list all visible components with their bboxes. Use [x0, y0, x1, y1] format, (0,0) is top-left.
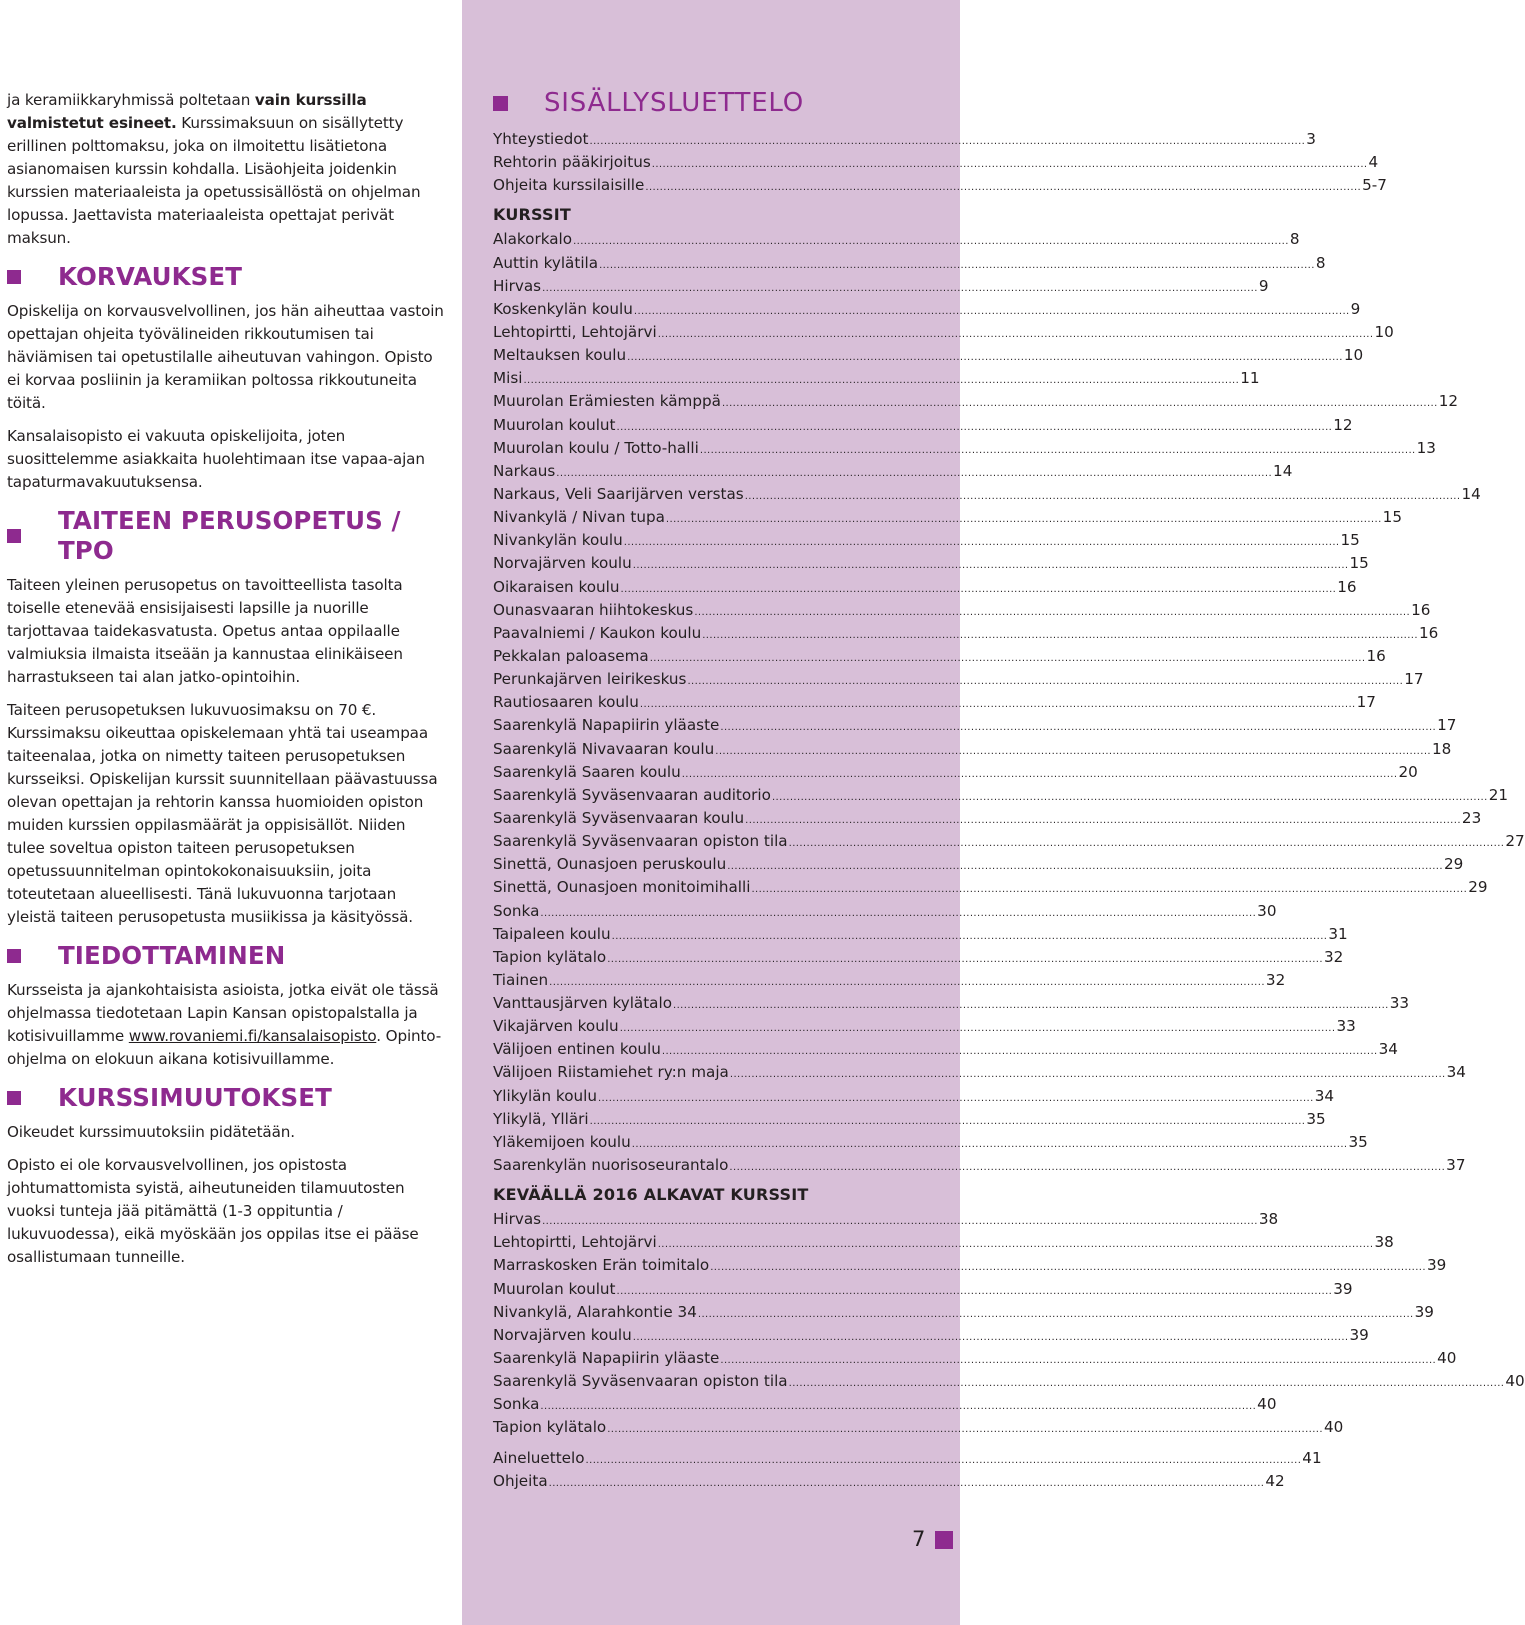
toc-entry[interactable]	[493, 437, 1436, 460]
toc-subheading-spring: KEVÄÄLLÄ 2016 ALKAVAT KURSSIT	[493, 1185, 809, 1205]
toc-kurssit-list	[493, 228, 1525, 1177]
toc-entry-page: 17	[1437, 716, 1457, 735]
toc-entry[interactable]	[493, 174, 1387, 197]
toc-entry-label: Tiainen	[493, 970, 549, 989]
toc-leader-dots: ........................................................................................................................................................................................................	[657, 1239, 1374, 1251]
toc-leader-dots: ........................................................................................................................................................................................................	[657, 328, 1374, 340]
toc-entry[interactable]	[493, 784, 1509, 807]
intro-bold: vain kurssilla valmistetut esineet.	[7, 91, 367, 132]
tpo-paragraph-1: Taiteen yleinen perusopetus on tavoitteellista tasolta toiselle etenevää ensisijaisesti lapsille ja nuorille tarjottavaa taidekasvatusta. Opetus antaa oppilaalle valmiuksia ilmaista itseään ja kannustaa elinikäiseen harrastukseen tai alan jatko-opintoihin.	[7, 576, 403, 686]
toc-entry-label: Auttin kylätila	[493, 253, 599, 272]
toc-leader-dots: ........................................................................................................................................................................................................	[542, 282, 1258, 294]
toc-entry-label: Ylikylän koulu	[493, 1086, 597, 1105]
toc-entry-page: 14	[1461, 484, 1481, 503]
toc-entry[interactable]	[493, 576, 1357, 599]
korvaukset-paragraph-2: Kansalaisopisto ei vakuuta opiskelijoita, joten suosittelemme asiakkaita huolehtimaan itse vapaa-ajan tapaturmavakuutuksensa.	[7, 427, 425, 491]
toc-entry-label: Misi	[493, 369, 523, 388]
toc-entry-label: Muurolan koulu / Totto-halli	[493, 438, 699, 457]
toc-entry[interactable]	[493, 691, 1376, 714]
toc-entry[interactable]	[493, 992, 1410, 1015]
toc-entry-page: 9	[1258, 276, 1269, 295]
toc-entry-label: Meltauksen koulu	[493, 346, 627, 365]
toc-entry[interactable]	[493, 344, 1364, 367]
toc-leader-dots: ........................................................................................................................................................................................................	[540, 1401, 1257, 1413]
page-number-square-icon	[935, 1531, 953, 1549]
toc-entry-label: Narkaus, Veli Saarijärven verstas	[493, 484, 744, 503]
toc-entry[interactable]	[493, 483, 1481, 506]
toc-entry-label: Sonka	[493, 901, 540, 920]
toc-entry-page: 31	[1328, 924, 1348, 943]
toc-entry-page: 32	[1323, 947, 1344, 966]
toc-entry-page: 40	[1437, 1349, 1457, 1368]
square-bullet-icon	[7, 270, 21, 284]
toc-entry-label: Hirvas	[493, 276, 542, 295]
toc-entry-label: Nivankylän koulu	[493, 531, 623, 550]
toc-leader-dots: ........................................................................................................................................................................................................	[599, 259, 1315, 271]
toc-entry-page: 35	[1306, 1109, 1326, 1128]
toc-entry-label: Rehtorin pääkirjoitus	[493, 153, 651, 172]
toc-leader-dots: ........................................................................................................................................................................................................	[632, 560, 1349, 572]
toc-leader-dots: ........................................................................................................................................................................................................	[619, 1023, 1336, 1035]
left-column	[0, 0, 462, 1625]
toc-entry[interactable]	[493, 506, 1402, 529]
toc-entry-label: Vikajärven koulu	[493, 1017, 619, 1036]
toc-leader-dots: ........................................................................................................................................................................................................	[623, 537, 1340, 549]
toc-entry-label: Nivankylä, Alarahkontie 34	[493, 1302, 697, 1321]
toc-leader-dots: ........................................................................................................................................................................................................	[589, 1115, 1306, 1127]
toc-entry-label: Nivankylä / Nivan tupa	[493, 508, 665, 527]
toc-leader-dots: ........................................................................................................................................................................................................	[702, 629, 1418, 641]
toc-entry[interactable]	[493, 1301, 1434, 1324]
heading-text: KORVAUKSET	[58, 262, 243, 291]
toc-entry[interactable]	[493, 252, 1326, 275]
toc-entry[interactable]	[493, 1085, 1335, 1108]
toc-leader-dots: ........................................................................................................................................................................................................	[645, 182, 1362, 194]
tpo-paragraph-2: Taiteen perusopetuksen lukuvuosimaksu on 70 €. Kurssimaksu oikeuttaa opiskelemaan yhtä tai useampaa taiteenalaa, jotka on nimetty taiteen perusopetuksen kursseiksi. Opiskelijan kurssit suunnitellaan päävastuussa olevan opettajan ja rehtorin kanssa huomioiden opiston muiden kurssien oppilasmäärät ja oppisisällöt. Niiden tulee soveltua opiston taiteen perusopetuksen opetussuunnitelman opintokokonaisuuksiin, joita toteutetaan alueellisesti. Tänä lukuvuonna tarjotaan yleistä taiteen perusopetusta musiikissa ja käsityössä.	[7, 701, 438, 926]
toc-entry-page: 29	[1468, 878, 1488, 897]
toc-entry-page: 34	[1378, 1040, 1398, 1059]
toc-entry-page: 15	[1340, 531, 1360, 550]
toc-entry-label: Norvajärven koulu	[493, 1325, 632, 1344]
toc-entry-label: Koskenkylän koulu	[493, 299, 633, 318]
toc-entry[interactable]	[493, 876, 1488, 899]
toc-entry[interactable]	[493, 321, 1394, 344]
toc-entry[interactable]	[493, 900, 1277, 923]
tiedottaminen-text-2: . Opinto-ohjelma on elokuun aikana kotisivuillamme.	[7, 1027, 442, 1068]
toc-entry-page: 32	[1265, 970, 1286, 989]
toc-entry[interactable]	[493, 552, 1369, 575]
toc-entry-page: 8	[1289, 230, 1300, 249]
toc-entry-page: 39	[1414, 1302, 1434, 1321]
toc-entry[interactable]	[493, 1347, 1457, 1370]
toc-leader-dots: ........................................................................................................................................................................................................	[720, 722, 1437, 734]
toc-extra-list	[493, 1447, 1322, 1493]
toc-entry-label: Narkaus	[493, 461, 556, 480]
table-of-contents	[493, 88, 1525, 1493]
toc-entry[interactable]	[493, 367, 1260, 390]
toc-leader-dots: ........................................................................................................................................................................................................	[616, 1285, 1333, 1297]
toc-entry-page: 13	[1416, 438, 1436, 457]
toc-entry[interactable]	[493, 738, 1452, 761]
toc-leader-dots: ........................................................................................................................................................................................................	[549, 976, 1265, 988]
square-bullet-icon	[7, 529, 21, 543]
toc-leader-dots: ........................................................................................................................................................................................................	[616, 421, 1333, 433]
toc-entry-page: 10	[1343, 346, 1364, 365]
toc-entry-label: Lehtopirtti, Lehtojärvi	[493, 1233, 657, 1252]
website-link[interactable]: www.rovaniemi.fi/kansalaisopisto	[128, 1027, 377, 1045]
toc-entry-page: 8	[1315, 253, 1326, 272]
toc-entry[interactable]	[493, 460, 1293, 483]
toc-entry-label: Muurolan Erämiesten kämppä	[493, 392, 721, 411]
toc-leader-dots: ........................................................................................................................................................................................................	[620, 583, 1337, 595]
toc-title: SISÄLLYSLUETTELO	[544, 88, 805, 118]
toc-entry-label: Aineluettelo	[493, 1448, 585, 1467]
toc-entry[interactable]	[493, 228, 1300, 251]
tiedottaminen-text-1: Kursseista ja ajankohtaisista asioista, jotka eivät ole tässä ohjelmassa tiedotetaan Lapin Kansan opistopalstalla ja kotisivuillamme	[7, 981, 439, 1045]
toc-leader-dots: ........................................................................................................................................................................................................	[631, 1138, 1348, 1150]
toc-entry[interactable]	[493, 1015, 1356, 1038]
toc-entry-label: Alakorkalo	[493, 230, 573, 249]
toc-entry-page: 16	[1411, 600, 1431, 619]
toc-entry-page: 21	[1488, 785, 1509, 804]
toc-entry[interactable]	[493, 1108, 1326, 1131]
toc-entry[interactable]	[493, 969, 1286, 992]
korvaukset-paragraph-1: Opiskelija on korvausvelvollinen, jos hän aiheuttaa vastoin opettajan ohjeita työvälineiden rikkoutumisen tai häviämisen tai opetustilalle aiheutuvan vahingon. Opisto ei korvaa posliinin ja keramiikan poltossa rikkoutuneita töitä.	[7, 302, 444, 412]
toc-entry-label: Ohjeita	[493, 1471, 548, 1490]
toc-leader-dots: ........................................................................................................................................................................................................	[585, 1454, 1302, 1466]
toc-entry-label: Tapion kylätalo	[493, 947, 607, 966]
toc-entry-page: 16	[1418, 623, 1439, 642]
toc-leader-dots: ........................................................................................................................................................................................................	[639, 699, 1356, 711]
toc-entry[interactable]	[493, 529, 1360, 552]
toc-entry-label: Oikaraisen koulu	[493, 577, 620, 596]
section-heading-kurssimuutokset	[7, 1083, 447, 1113]
toc-entry[interactable]	[493, 714, 1457, 737]
toc-entry-page: 12	[1333, 415, 1353, 434]
toc-general-list	[493, 128, 1387, 197]
toc-entry[interactable]	[493, 599, 1431, 622]
toc-entry-page: 15	[1382, 508, 1402, 527]
toc-leader-dots: ........................................................................................................................................................................................................	[523, 375, 1240, 387]
toc-entry-page: 35	[1348, 1132, 1368, 1151]
toc-entry-page: 38	[1374, 1233, 1394, 1252]
toc-entry[interactable]	[493, 1131, 1368, 1154]
toc-entry-label: Ounasvaaran hiihtokeskus	[493, 600, 694, 619]
toc-entry-label: Vanttausjärven kylätalo	[493, 994, 672, 1013]
toc-entry[interactable]	[493, 1061, 1466, 1084]
toc-entry-page: 33	[1389, 994, 1410, 1013]
toc-entry[interactable]	[493, 1370, 1525, 1393]
toc-leader-dots: ........................................................................................................................................................................................................	[573, 236, 1289, 248]
toc-entry[interactable]	[493, 622, 1439, 645]
toc-entry-page: 33	[1336, 1017, 1356, 1036]
toc-entry[interactable]	[493, 298, 1361, 321]
square-bullet-icon	[7, 949, 21, 963]
toc-entry-label: Sinettä, Ounasjoen peruskoulu	[493, 855, 727, 874]
toc-entry[interactable]	[493, 1254, 1447, 1277]
toc-leader-dots: ........................................................................................................................................................................................................	[661, 1046, 1378, 1058]
toc-entry-label: Muurolan koulut	[493, 415, 616, 434]
toc-leader-dots: ........................................................................................................................................................................................................	[788, 838, 1505, 850]
toc-leader-dots: ........................................................................................................................................................................................................	[744, 490, 1461, 502]
toc-entry-label: Välijoen entinen koulu	[493, 1040, 661, 1059]
toc-leader-dots: ........................................................................................................................................................................................................	[710, 1262, 1426, 1274]
toc-leader-dots: ........................................................................................................................................................................................................	[651, 159, 1368, 171]
toc-entry-label: Ohjeita kurssilaisille	[493, 176, 645, 195]
toc-leader-dots: ........................................................................................................................................................................................................	[715, 745, 1431, 757]
toc-entry-page: 18	[1431, 739, 1452, 758]
toc-entry[interactable]	[493, 275, 1269, 298]
toc-entry-page: 12	[1438, 392, 1459, 411]
section-heading-korvaukset	[7, 262, 447, 292]
toc-entry-label: Saarenkylä Syväsenvaaran opiston tila	[493, 832, 788, 851]
section-heading-tiedottaminen	[7, 941, 447, 971]
toc-entry-page: 34	[1314, 1086, 1335, 1105]
toc-entry-label: Norvajärven koulu	[493, 554, 632, 573]
toc-entry[interactable]	[493, 128, 1316, 151]
toc-entry[interactable]	[493, 1470, 1285, 1493]
toc-entry-label: Ylikylä, Ylläri	[493, 1109, 589, 1128]
toc-leader-dots: ........................................................................................................................................................................................................	[699, 444, 1416, 456]
toc-entry-page: 37	[1446, 1156, 1466, 1175]
toc-entry-page: 34	[1446, 1063, 1466, 1082]
toc-entry-label: Muurolan koulut	[493, 1279, 616, 1298]
toc-leader-dots: ........................................................................................................................................................................................................	[542, 1216, 1258, 1228]
toc-entry-page: 30	[1257, 901, 1277, 920]
toc-leader-dots: ........................................................................................................................................................................................................	[729, 1162, 1446, 1174]
toc-spring-list	[493, 1208, 1525, 1439]
kurssimuutokset-paragraph-2: Opisto ei ole korvausvelvollinen, jos opistosta johtumattomista syistä, aiheutuneiden tilamuutosten vuoksi tunteja jää pitämättä (1-3 oppituntia / lukuvuodessa), eikä myöskään jos oppilas itse ei pääse osallistumaan tunneille.	[7, 1156, 419, 1266]
toc-entry-label: Saarenkylä Napapiirin yläaste	[493, 716, 720, 735]
toc-entry-page: 3	[1306, 130, 1316, 148]
toc-entry-page: 14	[1273, 461, 1293, 480]
toc-entry[interactable]	[493, 853, 1464, 876]
toc-entry[interactable]	[493, 1038, 1398, 1061]
toc-entry-label: Taipaleen koulu	[493, 924, 611, 943]
toc-entry-page: 4	[1368, 153, 1379, 172]
toc-leader-dots: ........................................................................................................................................................................................................	[720, 1355, 1437, 1367]
toc-entry[interactable]	[493, 1231, 1394, 1254]
toc-leader-dots: ........................................................................................................................................................................................................	[607, 953, 1323, 965]
square-bullet-icon	[7, 1091, 21, 1105]
toc-entry[interactable]	[493, 1278, 1353, 1301]
toc-entry-label: Hirvas	[493, 1210, 542, 1229]
toc-entry-page: 10	[1374, 322, 1394, 341]
toc-entry-page: 17	[1404, 670, 1424, 689]
toc-entry[interactable]	[493, 1447, 1322, 1470]
toc-entry-page: 41	[1302, 1448, 1322, 1467]
toc-leader-dots: ........................................................................................................................................................................................................	[721, 398, 1438, 410]
toc-leader-dots: ........................................................................................................................................................................................................	[627, 352, 1343, 364]
toc-leader-dots: ........................................................................................................................................................................................................	[745, 814, 1461, 826]
toc-leader-dots: ........................................................................................................................................................................................................	[632, 1331, 1349, 1343]
toc-entry-page: 39	[1333, 1279, 1353, 1298]
toc-entry-label: Saarenkylä Napapiirin yläaste	[493, 1349, 720, 1368]
toc-entry-page: 40	[1505, 1372, 1525, 1391]
intro-text-2: Kurssimaksuun on sisällytetty erillinen polttomaksu, joka on ilmoitettu lisätietona asianomaisen kurssin kohdalla. Lisäohjeita joidenkin kurssien materiaaleista ja opetussisällöstä on ohjelman lopussa. Jaettavista materiaaleista opettajat perivät maksun.	[7, 114, 421, 247]
toc-entry[interactable]	[493, 761, 1418, 784]
toc-leader-dots: ........................................................................................................................................................................................................	[665, 514, 1382, 526]
toc-leader-dots: ........................................................................................................................................................................................................	[687, 676, 1404, 688]
toc-entry-label: Yläkemijoen koulu	[493, 1132, 631, 1151]
toc-entry-page: 40	[1257, 1395, 1277, 1414]
toc-entry[interactable]	[493, 1154, 1466, 1177]
intro-paragraph	[7, 89, 447, 250]
toc-entry-label: Pekkalan paloasema	[493, 646, 649, 665]
toc-entry-label: Perunkajärven leirikeskus	[493, 670, 687, 689]
toc-entry-label: Välijoen Riistamiehet ry:n maja	[493, 1063, 729, 1082]
toc-heading	[493, 88, 918, 118]
toc-entry-label: Saarenkylä Nivavaaran koulu	[493, 739, 715, 758]
left-content	[7, 89, 447, 1279]
toc-entry-label: Saarenkylä Syväsenvaaran auditorio	[493, 785, 771, 804]
heading-text: TAITEEN PERUSOPETUS / TPO	[58, 506, 401, 565]
toc-leader-dots: ........................................................................................................................................................................................................	[771, 791, 1488, 803]
toc-leader-dots: ........................................................................................................................................................................................................	[548, 1477, 1265, 1489]
toc-subheading-kurssit: KURSSIT	[493, 205, 572, 225]
section-heading-tpo	[7, 506, 447, 566]
kurssimuutokset-paragraph-1: Oikeudet kurssimuutoksiin pidätetään.	[7, 1123, 295, 1141]
toc-entry-page: 16	[1366, 646, 1386, 665]
toc-leader-dots: ........................................................................................................................................................................................................	[697, 1308, 1414, 1320]
toc-entry-page: 11	[1240, 369, 1260, 388]
toc-leader-dots: ........................................................................................................................................................................................................	[727, 861, 1443, 873]
toc-leader-dots: ........................................................................................................................................................................................................	[694, 606, 1411, 618]
toc-entry-page: 40	[1323, 1418, 1344, 1437]
toc-entry[interactable]	[493, 390, 1459, 413]
toc-entry-page: 39	[1426, 1256, 1447, 1275]
toc-leader-dots: ........................................................................................................................................................................................................	[681, 768, 1398, 780]
toc-entry[interactable]	[493, 923, 1348, 946]
toc-entry-page: 39	[1349, 1325, 1369, 1344]
toc-entry-page: 27	[1505, 832, 1525, 851]
toc-leader-dots: ........................................................................................................................................................................................................	[540, 907, 1257, 919]
toc-entry-label: Saarenkylän nuorisoseurantalo	[493, 1156, 729, 1175]
toc-entry-label: Saarenkylä Syväsenvaaran opiston tila	[493, 1372, 788, 1391]
toc-entry-label: Paavalniemi / Kaukon koulu	[493, 623, 702, 642]
toc-entry-label: Saarenkylä Syväsenvaaran koulu	[493, 808, 745, 827]
toc-leader-dots: ........................................................................................................................................................................................................	[597, 1092, 1314, 1104]
toc-entry[interactable]	[493, 151, 1379, 174]
toc-entry-page: 20	[1398, 762, 1418, 781]
toc-leader-dots: ........................................................................................................................................................................................................	[633, 305, 1350, 317]
toc-leader-dots: ........................................................................................................................................................................................................	[729, 1069, 1446, 1081]
toc-entry-label: Sinettä, Ounasjoen monitoimihalli	[493, 878, 751, 897]
toc-leader-dots: ........................................................................................................................................................................................................	[607, 1424, 1323, 1436]
toc-entry[interactable]	[493, 668, 1424, 691]
intro-text-1: ja keramiikkaryhmissä poltetaan	[7, 91, 255, 109]
tiedottaminen-paragraph	[7, 979, 447, 1071]
toc-entry[interactable]	[493, 1393, 1277, 1416]
toc-entry-page: 17	[1356, 693, 1376, 712]
toc-entry-label: Tapion kylätalo	[493, 1418, 607, 1437]
toc-entry-page: 9	[1350, 299, 1361, 318]
heading-text: KURSSIMUUTOKSET	[58, 1083, 332, 1112]
toc-entry-page: 5-7	[1362, 176, 1387, 195]
toc-entry-page: 15	[1349, 554, 1369, 573]
toc-entry-page: 42	[1265, 1471, 1285, 1490]
heading-text: TIEDOTTAMINEN	[58, 941, 286, 970]
toc-entry-label: Rautiosaaren koulu	[493, 693, 639, 712]
toc-entry-label: Marraskosken Erän toimitalo	[493, 1256, 710, 1275]
toc-leader-dots: ........................................................................................................................................................................................................	[649, 652, 1366, 664]
toc-entry-page: 23	[1461, 808, 1482, 827]
toc-entry-page: 16	[1337, 577, 1357, 596]
toc-entry[interactable]	[493, 830, 1525, 853]
toc-entry[interactable]	[493, 645, 1386, 668]
toc-leader-dots: ........................................................................................................................................................................................................	[611, 930, 1328, 942]
toc-entry[interactable]	[493, 1324, 1369, 1347]
toc-leader-dots: ........................................................................................................................................................................................................	[673, 1000, 1389, 1012]
toc-entry[interactable]	[493, 946, 1344, 969]
square-bullet-icon	[493, 96, 508, 111]
toc-leader-dots: ........................................................................................................................................................................................................	[751, 884, 1468, 896]
toc-leader-dots: ........................................................................................................................................................................................................	[788, 1378, 1505, 1390]
toc-leader-dots: ........................................................................................................................................................................................................	[556, 467, 1273, 479]
page-number: 7	[912, 1527, 926, 1551]
toc-entry[interactable]	[493, 1208, 1279, 1231]
toc-entry-page: 38	[1258, 1210, 1279, 1229]
toc-entry-label: Saarenkylä Saaren koulu	[493, 762, 681, 781]
toc-entry-label: Sonka	[493, 1395, 540, 1414]
toc-entry-label: Yhteystiedot	[493, 130, 589, 148]
toc-leader-dots: ........................................................................................................................................................................................................	[589, 136, 1306, 147]
toc-entry-page: 29	[1443, 855, 1464, 874]
toc-entry[interactable]	[493, 414, 1353, 437]
toc-entry[interactable]	[493, 807, 1482, 830]
toc-entry-label: Lehtopirtti, Lehtojärvi	[493, 322, 657, 341]
toc-entry[interactable]	[493, 1416, 1344, 1439]
